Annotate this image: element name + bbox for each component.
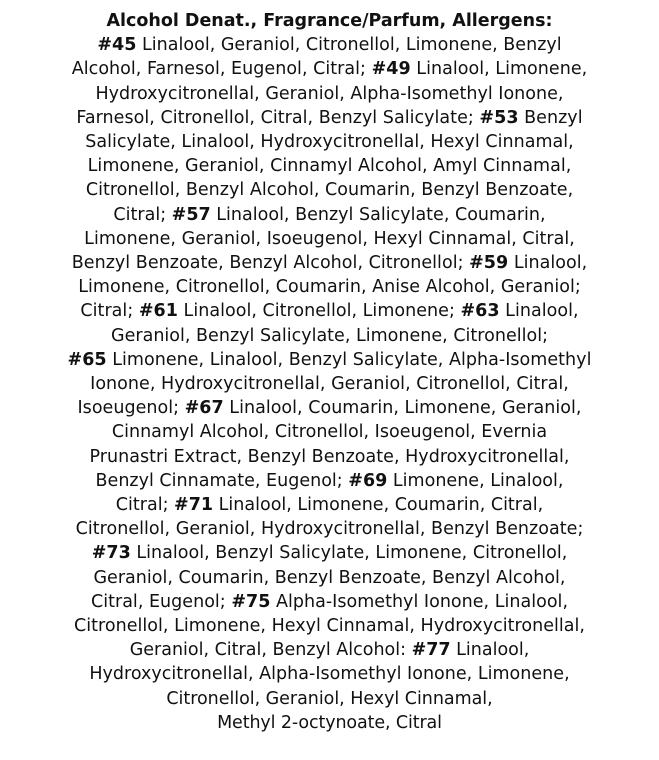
ingredient-line [0,445,659,469]
ingredient-line [0,590,659,614]
ingredient-line [0,82,659,106]
ingredient-text: Limonene, Geraniol, Cinnamyl Alcohol, Amyl Cinnamal, [87,156,572,177]
ingredient-text: Linalool, Geraniol, Citronellol, Limonene, Benzyl [136,35,562,56]
ingredient-line [0,130,659,154]
shade-number: #57 [171,204,211,225]
ingredient-text: Citral, Eugenol; [90,591,232,612]
ingredient-text: Citronellol, Geraniol, Hydroxycitronellal, Benzyl Benzoate; [75,519,584,540]
ingredient-line [0,57,659,81]
ingredient-text: Linalool, Benzyl Salicylate, Limonene, Citronellol, [130,543,568,564]
shade-number: #53 [479,107,519,128]
ingredient-line [0,324,659,348]
ingredient-text: Isoeugenol; [77,398,185,419]
ingredient-line [0,420,659,444]
ingredient-text: Citral; [80,301,139,322]
ingredient-text: Benzyl Cinnamate, Eugenol; [95,470,349,491]
ingredient-text: Linalool, [508,253,588,274]
ingredient-text: Alcohol, Farnesol, Eugenol, Citral; [71,59,372,80]
ingredient-line [0,662,659,686]
ingredient-line [0,614,659,638]
ingredient-line [0,566,659,590]
ingredient-line [0,469,659,493]
shade-number: #61 [138,301,178,322]
ingredient-line [0,396,659,420]
shade-number: #77 [411,640,451,661]
ingredient-line [0,33,659,57]
shade-number: #71 [174,495,214,516]
ingredient-text: Linalool, [499,301,579,322]
ingredient-text: Benzyl Benzoate, Benzyl Alcohol, Citronellol; [71,253,470,274]
ingredient-text: Citral; [115,495,175,516]
ingredient-text: Benzyl [518,107,583,128]
ingredient-text: Citronellol, Limonene, Hexyl Cinnamal, Hydroxycitronellal, [73,616,586,637]
ingredient-line [0,178,659,202]
shade-number: #65 [67,349,107,370]
ingredient-line [0,541,659,565]
ingredient-line [0,299,659,323]
ingredient-line [0,372,659,396]
ingredient-text: Salicylate, Linalool, Hydroxycitronellal, Hexyl Cinnamal, [85,132,574,153]
ingredient-text: Farnesol, Citronellol, Citral, Benzyl Salicylate; [76,107,480,128]
ingredient-line [0,203,659,227]
shade-number: #67 [184,398,224,419]
ingredient-line [0,711,659,735]
ingredient-text: Limonene, Citronellol, Coumarin, Anise Alcohol, Geraniol; [78,277,581,298]
shade-number: #49 [371,59,411,80]
ingredient-text: Prunastri Extract, Benzyl Benzoate, Hydroxycitronellal, [89,446,570,467]
ingredient-line [0,275,659,299]
ingredient-line [0,493,659,517]
ingredient-text: Citral; [113,204,172,225]
ingredient-line [0,348,659,372]
ingredient-text: Linalool, [450,640,530,661]
ingredient-line [0,227,659,251]
shade-number: #75 [231,591,271,612]
ingredient-text: Linalool, Limonene, [410,59,588,80]
ingredient-text: Hydroxycitronellal, Geraniol, Alpha-Isomethyl Ionone, [95,83,564,104]
ingredient-text: Citronellol, Benzyl Alcohol, Coumarin, Benzyl Benzoate, [85,180,574,201]
shade-number: #73 [91,543,131,564]
ingredient-text: Citronellol, Geraniol, Hexyl Cinnamal, [166,688,493,709]
ingredient-line [0,106,659,130]
ingredient-text: Limonene, Linalool, Benzyl Salicylate, Alpha-Isomethyl [106,349,592,370]
ingredient-text: Linalool, Coumarin, Limonene, Geraniol, [223,398,582,419]
ingredient-text: Limonene, Linalool, [387,470,564,491]
shade-number: #59 [469,253,509,274]
ingredient-line [0,687,659,711]
ingredient-text: Methyl 2-octynoate, Citral [217,712,442,733]
ingredient-text: Hydroxycitronellal, Alpha-Isomethyl Ionone, Limonene, [89,664,570,685]
ingredient-text: Geraniol, Coumarin, Benzyl Benzoate, Benzyl Alcohol, [93,567,566,588]
shade-number: #63 [460,301,500,322]
ingredient-list [0,9,659,735]
ingredient-line [0,154,659,178]
ingredient-text: Geraniol, Citral, Benzyl Alcohol: [129,640,412,661]
allergens-heading: Alcohol Denat., Fragrance/Parfum, Allergens: [106,11,553,31]
ingredient-text: Linalool, Limonene, Coumarin, Citral, [213,495,544,516]
ingredient-text: Alpha-Isomethyl Ionone, Linalool, [270,591,569,612]
ingredient-text: Geraniol, Benzyl Salicylate, Limonene, Citronellol; [111,325,548,346]
ingredient-text: Linalool, Benzyl Salicylate, Coumarin, [210,204,546,225]
shade-number: #45 [97,35,137,56]
ingredient-line [0,251,659,275]
ingredient-text: Limonene, Geraniol, Isoeugenol, Hexyl Cinnamal, Citral, [84,228,575,249]
ingredient-line [0,517,659,541]
ingredient-text: Cinnamyl Alcohol, Citronellol, Isoeugenol, Evernia [111,422,548,443]
shade-number: #69 [348,470,388,491]
ingredient-line [0,638,659,662]
ingredient-text: Ionone, Hydroxycitronellal, Geraniol, Citronellol, Citral, [90,374,569,395]
ingredient-text: Linalool, Citronellol, Limonene; [177,301,461,322]
